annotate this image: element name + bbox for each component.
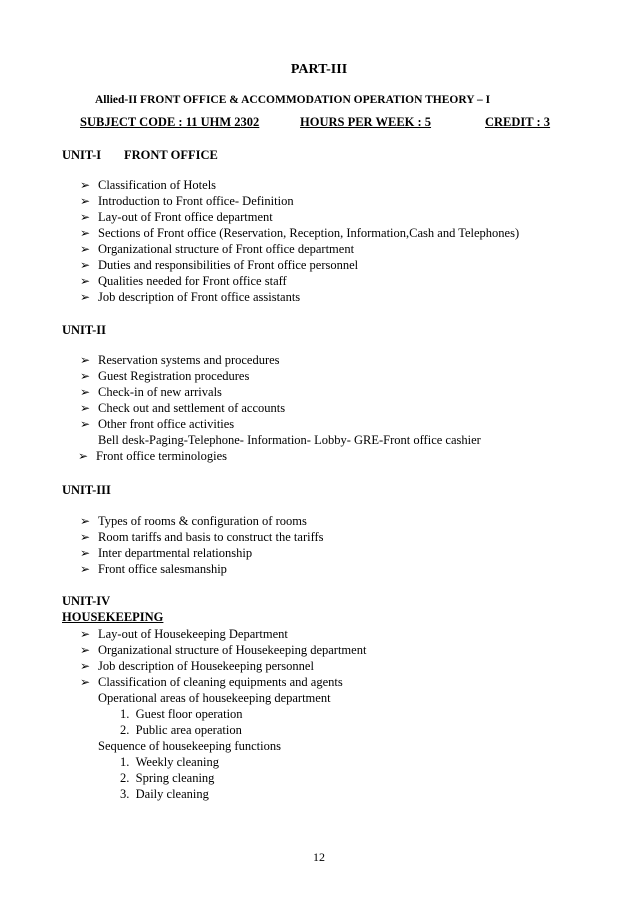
list-item: ➢ Classification of Hotels: [80, 178, 217, 192]
arrow-bullet-icon: ➢: [80, 514, 91, 528]
operational-areas-heading: Operational areas of housekeeping department: [98, 691, 331, 705]
arrow-bullet-icon: ➢: [80, 659, 91, 673]
arrow-bullet-icon: ➢: [80, 274, 91, 288]
unit-3-label: UNIT-III: [62, 483, 111, 497]
unit-2-label: UNIT-II: [62, 323, 107, 337]
course-title: Allied-II FRONT OFFICE & ACCOMMODATION OPERATION THEORY – I: [95, 94, 491, 106]
list-item: ➢ Other front office activities: [80, 417, 235, 431]
list-item: ➢ Reservation systems and procedures: [80, 353, 280, 367]
list-item: ➢ Types of rooms & configuration of rooms: [80, 514, 307, 528]
arrow-bullet-icon: ➢: [80, 369, 91, 383]
list-item: ➢ Qualities needed for Front office staff: [80, 274, 287, 288]
list-item: ➢ Lay-out of Front office department: [80, 210, 273, 224]
arrow-bullet-icon: ➢: [80, 258, 91, 272]
arrow-bullet-icon: ➢: [78, 449, 89, 463]
arrow-bullet-icon: ➢: [80, 242, 91, 256]
activities-detail-line: Bell desk-Paging-Telephone- Information- Lobby- GRE-Front office cashier: [98, 433, 481, 447]
hours-per-week: HOURS PER WEEK : 5: [300, 115, 432, 129]
list-item: ➢ Classification of cleaning equipments and agents: [80, 675, 343, 689]
unit-4-title: HOUSEKEEPING: [62, 610, 164, 624]
numbered-item: 3. Daily cleaning: [120, 787, 209, 801]
unit-1-title: FRONT OFFICE: [124, 148, 218, 162]
list-item: ➢ Check out and settlement of accounts: [80, 401, 286, 415]
list-item: ➢ Organizational structure of Front office department: [80, 242, 355, 256]
list-item: ➢ Check-in of new arrivals: [80, 385, 222, 399]
arrow-bullet-icon: ➢: [80, 546, 91, 560]
arrow-bullet-icon: ➢: [80, 226, 91, 240]
arrow-bullet-icon: ➢: [80, 401, 91, 415]
subject-code: SUBJECT CODE : 11 UHM 2302: [80, 115, 260, 129]
arrow-bullet-icon: ➢: [80, 675, 91, 689]
list-item: ➢ Room tariffs and basis to construct the tariffs: [80, 530, 324, 544]
unit-1-label: UNIT-I: [62, 148, 102, 162]
numbered-item: 1. Weekly cleaning: [120, 755, 219, 769]
arrow-bullet-icon: ➢: [80, 530, 91, 544]
arrow-bullet-icon: ➢: [80, 194, 91, 208]
list-item: ➢ Organizational structure of Housekeeping department: [80, 643, 367, 657]
numbered-item: 2. Public area operation: [120, 723, 242, 737]
arrow-bullet-icon: ➢: [80, 210, 91, 224]
list-item: ➢ Sections of Front office (Reservation, Reception, Information,Cash and Telephones): [80, 226, 520, 240]
unit-4-label: UNIT-IV: [62, 594, 111, 608]
numbered-item: 2. Spring cleaning: [120, 771, 215, 785]
arrow-bullet-icon: ➢: [80, 178, 91, 192]
list-item: ➢ Front office salesmanship: [80, 562, 227, 576]
list-item: ➢ Job description of Front office assistants: [80, 290, 301, 304]
part-heading: PART-III: [290, 62, 348, 77]
arrow-bullet-icon: ➢: [80, 627, 91, 641]
list-item: ➢ Guest Registration procedures: [80, 369, 250, 383]
credit: CREDIT : 3: [485, 115, 551, 129]
list-item: ➢ Lay-out of Housekeeping Department: [80, 627, 288, 641]
sequence-heading: Sequence of housekeeping functions: [98, 739, 281, 753]
arrow-bullet-icon: ➢: [80, 643, 91, 657]
numbered-item: 1. Guest floor operation: [120, 707, 243, 721]
arrow-bullet-icon: ➢: [80, 385, 91, 399]
arrow-bullet-icon: ➢: [80, 562, 91, 576]
list-item: ➢ Introduction to Front office- Definition: [80, 194, 294, 208]
arrow-bullet-icon: ➢: [80, 417, 91, 431]
arrow-bullet-icon: ➢: [80, 353, 91, 367]
list-item: ➢ Inter departmental relationship: [80, 546, 253, 560]
page-number: 12: [313, 850, 325, 864]
list-item: ➢ Job description of Housekeeping personnel: [80, 659, 314, 673]
list-item: ➢ Duties and responsibilities of Front office personnel: [80, 258, 359, 272]
list-item: ➢ Front office terminologies: [78, 449, 227, 463]
arrow-bullet-icon: ➢: [80, 290, 91, 304]
